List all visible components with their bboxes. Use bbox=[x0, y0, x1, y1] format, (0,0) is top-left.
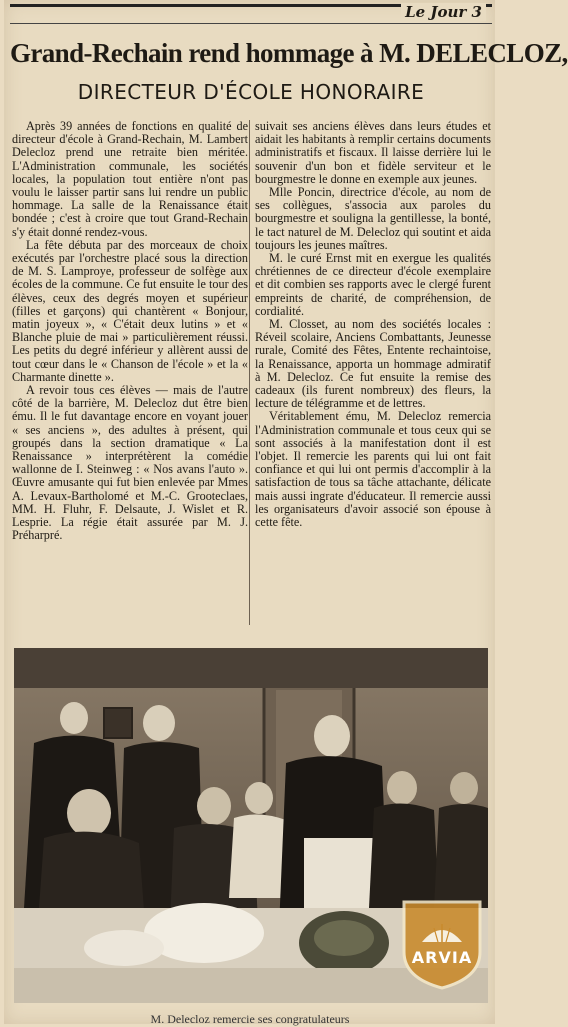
paragraph: Mlle Poncin, directrice d'école, au nom de ses collègues, s'associa aux paroles du bourgmestre et souligna la gentillesse, la bonté, le tact naturel de M. Delecloz qui soutint et aida toujours les jeunes maîtres. bbox=[255, 185, 491, 252]
masthead-title: Le Jour 3 bbox=[401, 3, 486, 21]
paragraph: M. Closset, au nom des sociétés locales : Réveil scolaire, Anciens Combattants, Jeunesse rurale, Comité des Fêtes, Entente rechaintoise, la Renaissance, apporta un hommage admiratif à M. Delecloz. Ce fut ensuite la remise des cadeaux (ils furent nombreux) des fleurs, la lecture de télégramme et de lettres. bbox=[255, 317, 491, 411]
arvia-logo bbox=[400, 898, 484, 990]
paragraph: Après 39 années de fonctions en qualité de directeur d'école à Grand-Rechain, M. Lambert Delecloz prend une retraite bien méritée. L'Administration communale, les sociétés locales, la population tout entière n'ont pas voulu le laisser partir sans lui rendre un public hommage. La salle de la Renaissance était bondée ; c'est à croire que tout Grand-Rechain s'y était donné rendez-vous. bbox=[12, 119, 248, 239]
article-headline: Grand-Rechain rend hommage à M. DELECLOZ, bbox=[10, 38, 568, 68]
paragraph: Véritablement ému, M. Delecloz remercia l'Administration communale et tous ceux qui se sont associés à la manifestation dont il est l'objet. Il remercie les parents qui lui ont fait confiance et qui lui ont permis d'accomplir à la satisfaction de tous sa tâche attachante, délicate mais aussi ingrate d'éducateur. Il remercie aussi les organisateurs d'avoir associé son épouse à cette fête. bbox=[255, 409, 491, 530]
paragraph: suivait ses anciens élèves dans leurs études et aidait les habitants à remplir certains documents administratifs et fiscaux. Il laisse derrière lui le souvenir d'un bon et fidèle serviteur et le bourgmestre le donne en exemple aux jeunes. bbox=[255, 119, 491, 186]
article-column-right bbox=[255, 120, 491, 626]
photo-caption: M. Delecloz remercie ses congratulateurs bbox=[150, 1012, 350, 1026]
arvia-shield-icon bbox=[400, 898, 484, 990]
paragraph: La fête débuta par des morceaux de choix exécutés par l'orchestre placé sous la direction de M. S. Lamproye, professeur de solfège aux écoles de la commune. Ce fut ensuite le tour des élèves, ceux des degrés moyen et supérieur (filles et garçons) qui chantèrent « Bonjour, matin joyeux », « C'était deux lutins » et « Blanche pluie de mai » particulièrement réussi. Les petits du degré inférieur y allèrent aussi de tout cœur dans le « Chanson de l'école » et la « Charmante dinette ». bbox=[12, 237, 248, 384]
column-divider bbox=[249, 120, 250, 625]
article-subheadline: DIRECTEUR D'ÉCOLE HONORAIRE bbox=[77, 80, 425, 104]
masthead bbox=[10, 4, 492, 24]
logo-label: ARVIA bbox=[411, 948, 473, 967]
article-column-left bbox=[12, 120, 248, 626]
paragraph: A revoir tous ces élèves — mais de l'autre côté de la barrière, M. Delecloz dut être bien ému. Il le fut davantage encore en voyant jouer « ses anciens », des adultes à présent, qui groupés dans la section dramatique « La Renaissance » interprétèrent la comédie wallonne de I. Steinweg : « Nos avans l'auto ». Œuvre amusante qui fut bien enlevée par Mmes A. Levaux-Bartholomé et M.-C. Grooteclaes, MM. H. Fluhr, F. Delsaute, J. Wislet et R. Lesprie. La régie était assurée par M. J. Préharpré. bbox=[12, 383, 248, 543]
paragraph: M. le curé Ernst mit en exergue les qualités chrétiennes de ce directeur d'école exemplaire et dit combien ses rapports avec le clergé furent empreints de charité, de compréhension, de cordialité. bbox=[255, 251, 491, 318]
